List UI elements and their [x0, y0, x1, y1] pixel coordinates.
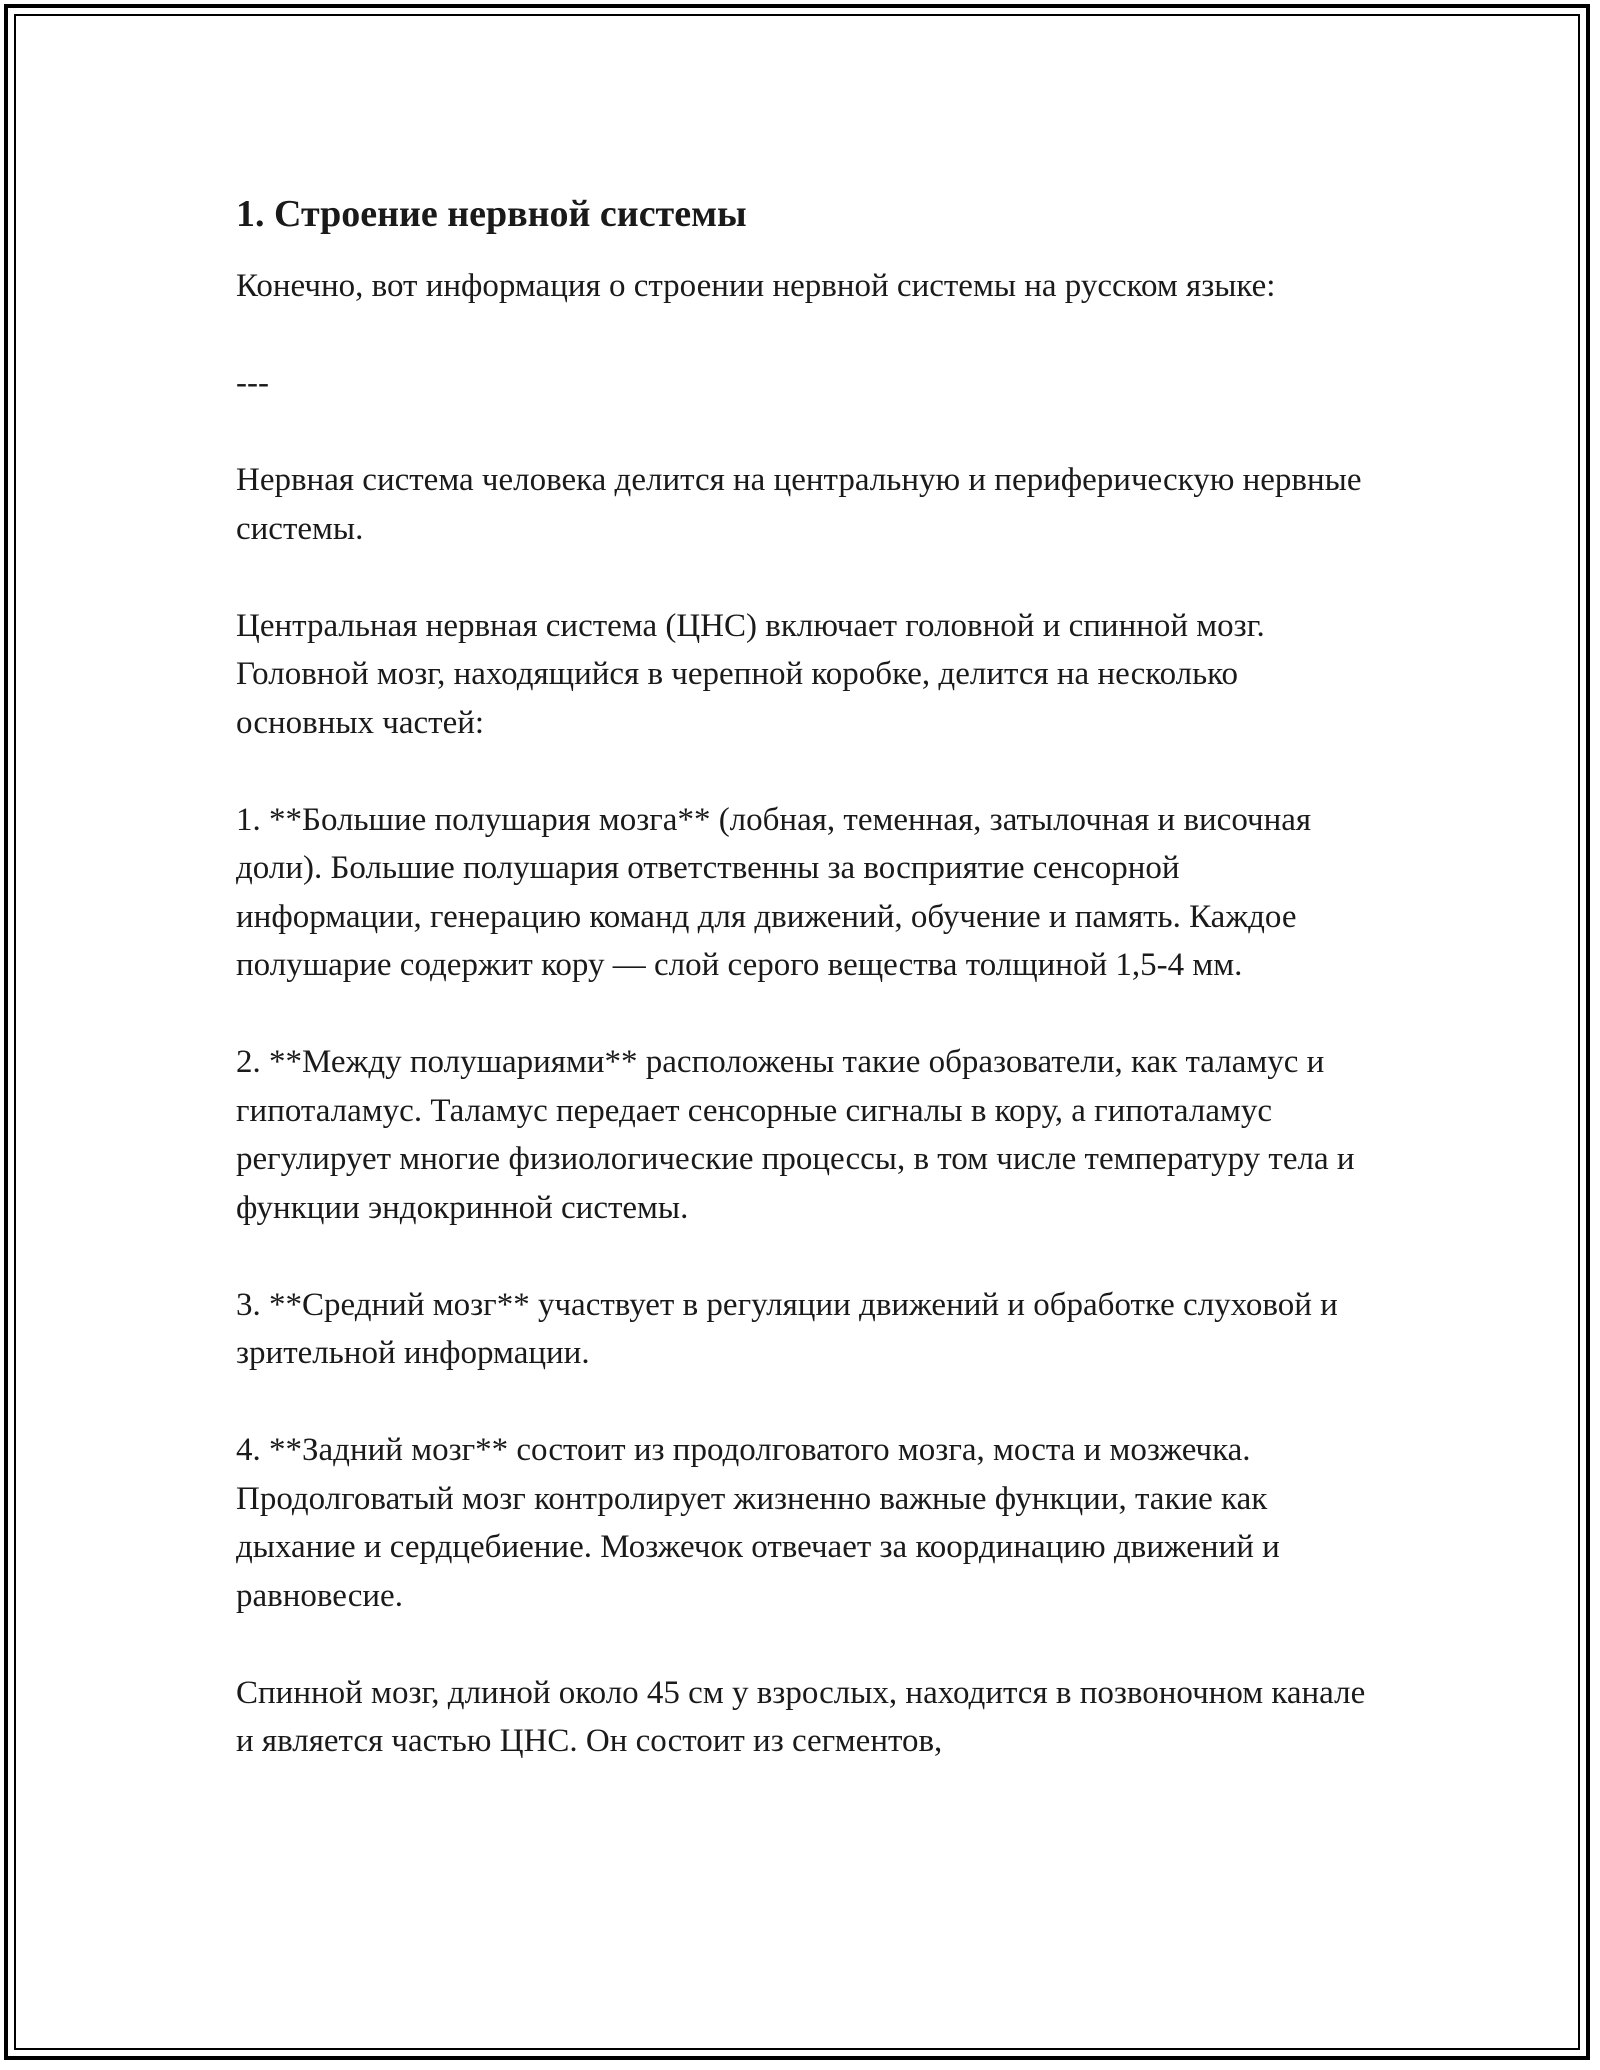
list-item-diencephalon: 2. **Между полушариями** расположены такие образователи, как таламус и гипоталамус. Таламус передает сенсорные сигналы в кору, а гипоталамус регулирует многие физиологические процессы, в том числе температуру тела и функции эндокринной системы. — [236, 1044, 1355, 1226]
list-item-hindbrain: 4. **Задний мозг** состоит из продолговатого мозга, моста и мозжечка. Продолговатый мозг контролирует жизненно важные функции, такие как дыхание и сердцебиение. Мозжечок отвечает за координацию движений и равновесие. — [236, 1432, 1280, 1614]
list-item-hemispheres: 1. **Большие полушария мозга** (лобная, теменная, затылочная и височная доли). Большие полушария ответственны за восприятие сенсорной информации, генерацию команд для движений, обучение и память. Каждое полушарие содержит кору — слой серого вещества толщиной 1,5-4 мм. — [236, 801, 1312, 983]
section-heading: 1. Строение нервной системы — [236, 193, 747, 235]
document-body — [236, 190, 1366, 1814]
spinal-cord-paragraph: Спинной мозг, длиной около 45 см у взрослых, находится в позвоночном канале и является частью ЦНС. Он состоит из сегментов, — [236, 1674, 1366, 1759]
overview-paragraph: Нервная система человека делится на центральную и периферическую нервные системы. — [236, 462, 1362, 547]
list-item-midbrain: 3. **Средний мозг** участвует в регуляции движений и обработке слуховой и зрительной информации. — [236, 1286, 1338, 1371]
intro-paragraph: Конечно, вот информация о строении нервной системы на русском языке: — [236, 268, 1276, 304]
cns-paragraph: Центральная нервная система (ЦНС) включает головной и спинной мозг. Головной мозг, находящийся в черепной коробке, делится на несколько основных частей: — [236, 607, 1265, 741]
separator-line: --- — [236, 365, 269, 401]
